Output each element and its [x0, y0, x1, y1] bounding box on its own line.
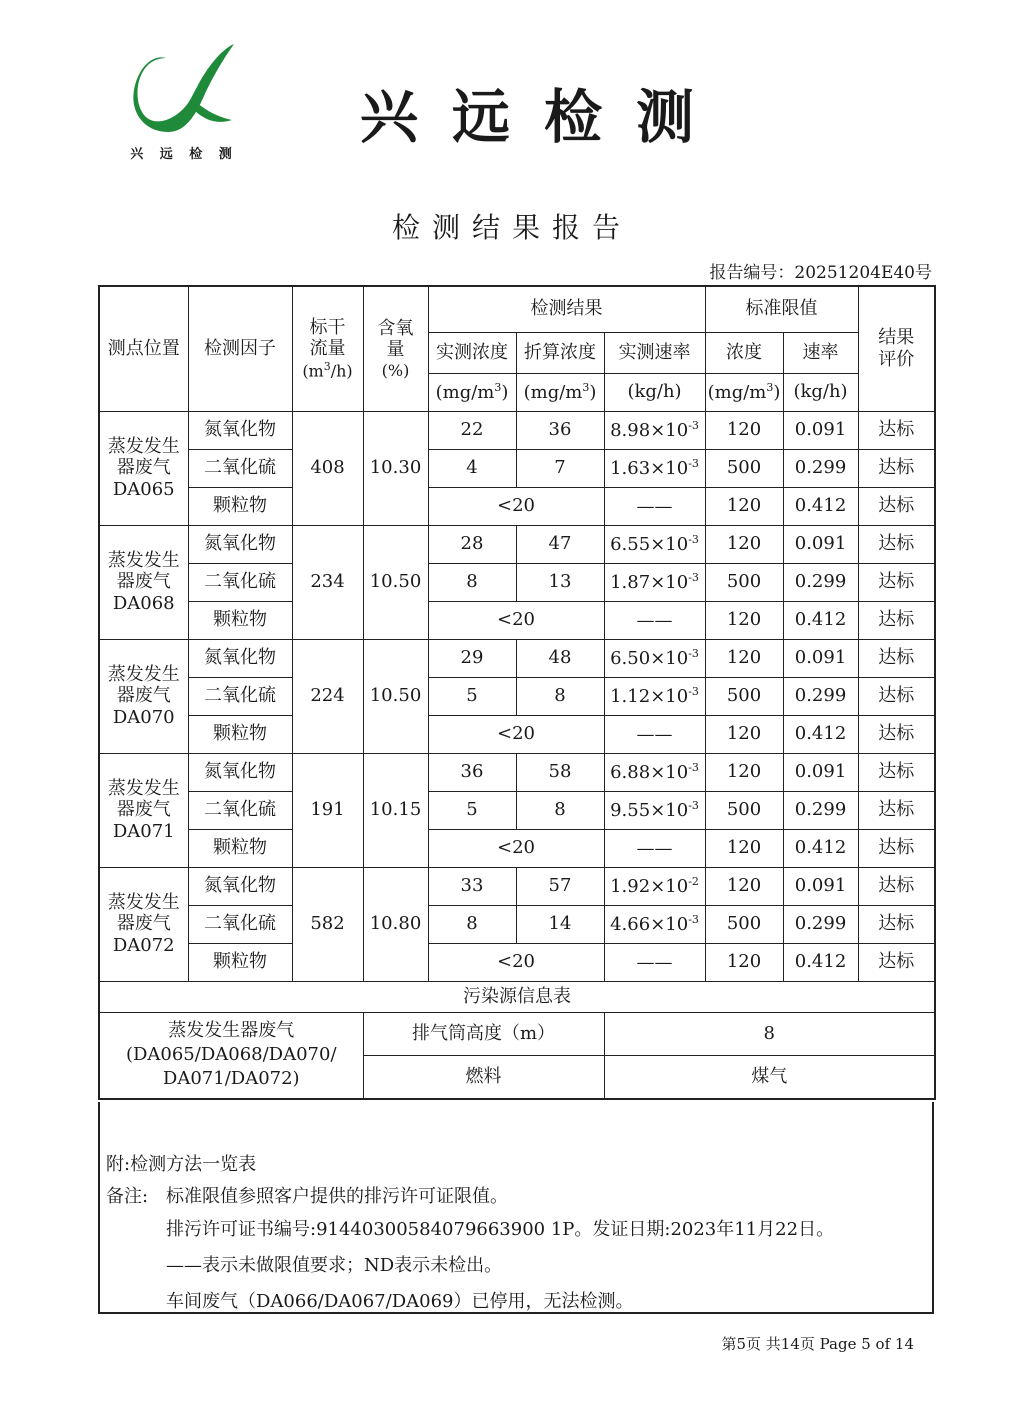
- table-row: [99, 677, 935, 715]
- converted-cell: 36: [516, 411, 604, 449]
- merged-concentration-cell: <20: [428, 715, 604, 753]
- remark-line-4: 车间废气（DA066/DA067/DA069）已停用，无法检测。: [166, 1291, 634, 1312]
- merged-concentration-cell: <20: [428, 601, 604, 639]
- rate-cell: $4.66\times 10^{-3}$: [604, 905, 705, 943]
- factor-cell: 二氧化硫: [188, 791, 292, 829]
- oxygen-cell: 10.50: [363, 639, 428, 753]
- rate-limit-cell: 0.299: [783, 563, 858, 601]
- measured-cell: 28: [428, 525, 516, 563]
- info-value-height: 8: [604, 1012, 935, 1055]
- rate-limit-cell: 0.412: [783, 943, 858, 981]
- rate-cell: $6.88\times 10^{-3}$: [604, 753, 705, 791]
- conc-limit-cell: 120: [705, 487, 783, 525]
- oxygen-cell: 10.80: [363, 867, 428, 981]
- brand-name: 兴远检测: [360, 83, 729, 151]
- table-row: [99, 601, 935, 639]
- rate-cell: $1.87\times 10^{-3}$: [604, 563, 705, 601]
- oxygen-cell: 10.15: [363, 753, 428, 867]
- factor-cell: 氮氧化物: [188, 525, 292, 563]
- appendix-note: 附:检测方法一览表: [106, 1154, 257, 1175]
- conc-limit-cell: 120: [705, 715, 783, 753]
- company-logo: [128, 40, 240, 135]
- rate-cell: ——: [604, 829, 705, 867]
- notes-section: [98, 1102, 934, 1314]
- table-row: [99, 753, 935, 791]
- converted-cell: 8: [516, 791, 604, 829]
- factor-cell: 颗粒物: [188, 487, 292, 525]
- conc-limit-cell: 500: [705, 449, 783, 487]
- location-cell: 蒸发发生 器废气 DA065: [99, 411, 188, 525]
- measured-cell: 5: [428, 677, 516, 715]
- header-measured: 实测浓度: [428, 332, 516, 373]
- rate-limit-cell: 0.299: [783, 905, 858, 943]
- measured-cell: 5: [428, 791, 516, 829]
- table-row: [99, 525, 935, 563]
- table-row: [99, 943, 935, 981]
- header-oxygen: 含氧量 (%): [363, 286, 428, 411]
- eval-cell: 达标: [858, 487, 935, 525]
- table-row: [99, 829, 935, 867]
- factor-cell: 二氧化硫: [188, 905, 292, 943]
- eval-cell: 达标: [858, 905, 935, 943]
- header-conc: 浓度: [705, 332, 783, 373]
- location-cell: 蒸发发生 器废气 DA068: [99, 525, 188, 639]
- eval-cell: 达标: [858, 829, 935, 867]
- conc-limit-cell: 120: [705, 411, 783, 449]
- header-location: 测点位置: [99, 286, 188, 411]
- conc-limit-cell: 500: [705, 905, 783, 943]
- converted-cell: 58: [516, 753, 604, 791]
- location-cell: 蒸发发生 器废气 DA070: [99, 639, 188, 753]
- rate-cell: ——: [604, 601, 705, 639]
- info-key-height: 排气筒高度（m）: [363, 1012, 604, 1055]
- unit-measured: $(mg/m^3)$: [428, 373, 516, 411]
- conc-limit-cell: 120: [705, 829, 783, 867]
- header-flow: 标干流量 $(m^3/h)$: [292, 286, 363, 411]
- conc-limit-cell: 500: [705, 791, 783, 829]
- flow-cell: 234: [292, 525, 363, 639]
- measured-cell: 33: [428, 867, 516, 905]
- header-rate: 实测速率: [604, 332, 705, 373]
- unit-conc: $(mg/m^3)$: [705, 373, 783, 411]
- header-converted: 折算浓度: [516, 332, 604, 373]
- rate-cell: ——: [604, 943, 705, 981]
- location-cell: 蒸发发生 器废气 DA072: [99, 867, 188, 981]
- header-factor: 检测因子: [188, 286, 292, 411]
- rate-cell: $6.55\times 10^{-3}$: [604, 525, 705, 563]
- eval-cell: 达标: [858, 753, 935, 791]
- eval-cell: 达标: [858, 943, 935, 981]
- rate-cell: $1.12\times 10^{-3}$: [604, 677, 705, 715]
- table-row: [99, 563, 935, 601]
- eval-cell: 达标: [858, 715, 935, 753]
- factor-cell: 二氧化硫: [188, 449, 292, 487]
- info-value-fuel: 煤气: [604, 1055, 935, 1099]
- table-row: [99, 905, 935, 943]
- conc-limit-cell: 120: [705, 525, 783, 563]
- info-key-fuel: 燃料: [363, 1055, 604, 1099]
- table-row: [99, 867, 935, 905]
- header-results: 检测结果: [428, 286, 705, 332]
- flow-cell: 224: [292, 639, 363, 753]
- header-limits: 标准限值: [705, 286, 858, 332]
- factor-cell: 颗粒物: [188, 715, 292, 753]
- info-source: 蒸发发生器废气 (DA065/DA068/DA070/ DA071/DA072): [99, 1012, 363, 1099]
- converted-cell: 47: [516, 525, 604, 563]
- measured-cell: 29: [428, 639, 516, 677]
- rate-limit-cell: 0.412: [783, 487, 858, 525]
- factor-cell: 颗粒物: [188, 601, 292, 639]
- table-row: [99, 449, 935, 487]
- factor-cell: 氮氧化物: [188, 753, 292, 791]
- rate-cell: $9.55\times 10^{-3}$: [604, 791, 705, 829]
- factor-cell: 颗粒物: [188, 829, 292, 867]
- table-row: [99, 487, 935, 525]
- eval-cell: 达标: [858, 449, 935, 487]
- converted-cell: 14: [516, 905, 604, 943]
- flow-cell: 191: [292, 753, 363, 867]
- conc-limit-cell: 120: [705, 867, 783, 905]
- eval-cell: 达标: [858, 867, 935, 905]
- eval-cell: 达标: [858, 601, 935, 639]
- rate-limit-cell: 0.299: [783, 449, 858, 487]
- measured-cell: 22: [428, 411, 516, 449]
- merged-concentration-cell: <20: [428, 943, 604, 981]
- conc-limit-cell: 120: [705, 943, 783, 981]
- rate-limit-cell: 0.091: [783, 411, 858, 449]
- logo-text: 兴 远 检 测: [130, 147, 238, 162]
- table-row: [99, 791, 935, 829]
- unit-converted: $(mg/m^3)$: [516, 373, 604, 411]
- remark-label: 备注:: [106, 1186, 149, 1207]
- conc-limit-cell: 500: [705, 563, 783, 601]
- rate-cell: $1.92\times 10^{-2}$: [604, 867, 705, 905]
- factor-cell: 颗粒物: [188, 943, 292, 981]
- factor-cell: 二氧化硫: [188, 563, 292, 601]
- rate-cell: ——: [604, 487, 705, 525]
- rate-cell: $1.63\times 10^{-3}$: [604, 449, 705, 487]
- eval-cell: 达标: [858, 791, 935, 829]
- converted-cell: 7: [516, 449, 604, 487]
- header-rate-limit: 速率: [783, 332, 858, 373]
- table-row: [99, 411, 935, 449]
- factor-cell: 氮氧化物: [188, 639, 292, 677]
- results-table: [98, 285, 936, 1100]
- rate-limit-cell: 0.091: [783, 753, 858, 791]
- rate-cell: $8.98\times 10^{-3}$: [604, 411, 705, 449]
- oxygen-cell: 10.30: [363, 411, 428, 525]
- factor-cell: 氮氧化物: [188, 867, 292, 905]
- unit-rate-limit: (kg/h): [783, 373, 858, 411]
- converted-cell: 13: [516, 563, 604, 601]
- oxygen-cell: 10.50: [363, 525, 428, 639]
- location-cell: 蒸发发生 器废气 DA071: [99, 753, 188, 867]
- report-title: 检测结果报告: [391, 211, 632, 244]
- converted-cell: 57: [516, 867, 604, 905]
- conc-limit-cell: 120: [705, 601, 783, 639]
- measured-cell: 8: [428, 905, 516, 943]
- table-row: [99, 715, 935, 753]
- rate-limit-cell: 0.412: [783, 601, 858, 639]
- conc-limit-cell: 500: [705, 677, 783, 715]
- header-eval: 结果评价: [858, 286, 935, 411]
- info-table-title: 污染源信息表: [99, 981, 935, 1012]
- rate-cell: $6.50\times 10^{-3}$: [604, 639, 705, 677]
- report-number: 报告编号：20251204E40号: [709, 263, 932, 283]
- eval-cell: 达标: [858, 411, 935, 449]
- remark-line-2: 排污许可证书编号:91440300584079663900 1P。发证日期:2023年11月22日。: [166, 1219, 835, 1240]
- converted-cell: 8: [516, 677, 604, 715]
- conc-limit-cell: 120: [705, 753, 783, 791]
- conc-limit-cell: 120: [705, 639, 783, 677]
- eval-cell: 达标: [858, 563, 935, 601]
- factor-cell: 二氧化硫: [188, 677, 292, 715]
- flow-cell: 582: [292, 867, 363, 981]
- remark-line-1: 标准限值参照客户提供的排污许可证限值。: [166, 1186, 508, 1207]
- eval-cell: 达标: [858, 525, 935, 563]
- rate-limit-cell: 0.091: [783, 639, 858, 677]
- measured-cell: 4: [428, 449, 516, 487]
- flow-cell: 408: [292, 411, 363, 525]
- measured-cell: 8: [428, 563, 516, 601]
- rate-limit-cell: 0.091: [783, 525, 858, 563]
- merged-concentration-cell: <20: [428, 487, 604, 525]
- merged-concentration-cell: <20: [428, 829, 604, 867]
- rate-limit-cell: 0.299: [783, 791, 858, 829]
- page-footer: 第5页 共14页 Page 5 of 14: [721, 1335, 914, 1353]
- remark-line-3: ——表示未做限值要求；ND表示未检出。: [166, 1255, 503, 1276]
- rate-limit-cell: 0.412: [783, 829, 858, 867]
- rate-cell: ——: [604, 715, 705, 753]
- converted-cell: 48: [516, 639, 604, 677]
- measured-cell: 36: [428, 753, 516, 791]
- unit-rate: (kg/h): [604, 373, 705, 411]
- rate-limit-cell: 0.091: [783, 867, 858, 905]
- rate-limit-cell: 0.412: [783, 715, 858, 753]
- factor-cell: 氮氧化物: [188, 411, 292, 449]
- eval-cell: 达标: [858, 677, 935, 715]
- table-row: [99, 639, 935, 677]
- eval-cell: 达标: [858, 639, 935, 677]
- rate-limit-cell: 0.299: [783, 677, 858, 715]
